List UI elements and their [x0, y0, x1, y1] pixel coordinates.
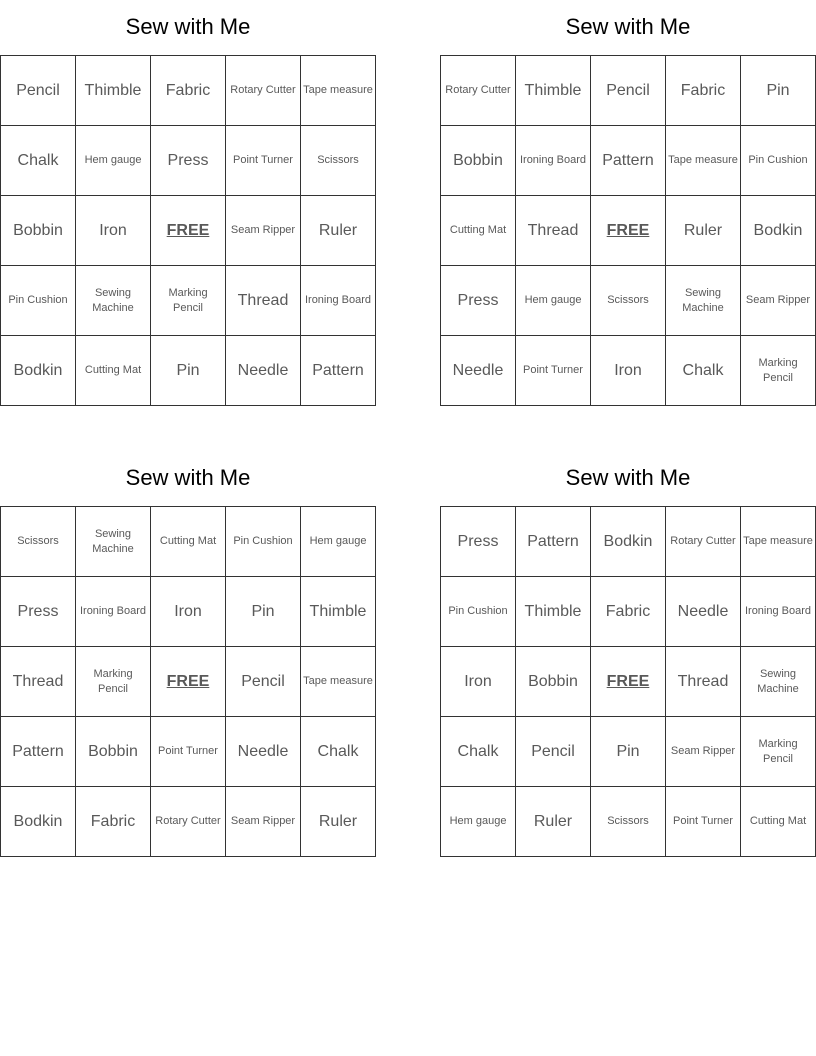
bingo-cell: Bobbin	[1, 196, 76, 266]
bingo-cell: Ironing Board	[301, 266, 376, 336]
bingo-cell: Fabric	[151, 56, 226, 126]
card-title: Sew with Me	[125, 14, 251, 39]
bingo-cell: Pin	[226, 577, 301, 647]
bingo-cell: Tape measure	[741, 507, 816, 577]
bingo-cell: Needle	[666, 577, 741, 647]
bingo-cell: Bobbin	[76, 717, 151, 787]
bingo-cell: Seam Ripper	[666, 717, 741, 787]
bingo-cell: Needle	[226, 336, 301, 406]
bingo-cell: Hem gauge	[516, 266, 591, 336]
bingo-cell: Pencil	[591, 56, 666, 126]
bingo-cell: Cutting Mat	[741, 787, 816, 857]
bingo-cell: Bodkin	[1, 787, 76, 857]
card-title: Sew with Me	[565, 14, 691, 39]
bingo-cell: Press	[441, 266, 516, 336]
bingo-cell: Thimble	[301, 577, 376, 647]
bingo-cell: Ruler	[301, 196, 376, 266]
bingo-cell: Bodkin	[591, 507, 666, 577]
bingo-cell: Pattern	[1, 717, 76, 787]
bingo-cell: Pin Cushion	[741, 126, 816, 196]
bingo-cell: Point Turner	[151, 717, 226, 787]
bingo-cell: Sewing Machine	[76, 266, 151, 336]
bingo-cell: Thread	[666, 647, 741, 717]
bingo-cell: Point Turner	[666, 787, 741, 857]
bingo-cell: Pattern	[591, 126, 666, 196]
bingo-cell: Cutting Mat	[441, 196, 516, 266]
bingo-cell: Point Turner	[516, 336, 591, 406]
bingo-cell: Thread	[516, 196, 591, 266]
bingo-cell: Ruler	[516, 787, 591, 857]
bingo-grid	[0, 506, 376, 857]
bingo-cell: Rotary Cutter	[441, 56, 516, 126]
bingo-cell: Tape measure	[666, 126, 741, 196]
bingo-cell: Bodkin	[1, 336, 76, 406]
bingo-cell: Iron	[591, 336, 666, 406]
card-title: Sew with Me	[125, 465, 251, 490]
bingo-cell: Pencil	[1, 56, 76, 126]
bingo-cell: Pattern	[516, 507, 591, 577]
bingo-cell: Sewing Machine	[666, 266, 741, 336]
bingo-cell: Marking Pencil	[741, 336, 816, 406]
bingo-cell: Bobbin	[516, 647, 591, 717]
bingo-cell: Pin	[151, 336, 226, 406]
bingo-cell: Chalk	[1, 126, 76, 196]
bingo-cell: Fabric	[76, 787, 151, 857]
bingo-cell: Press	[1, 577, 76, 647]
bingo-cell: Thimble	[76, 56, 151, 126]
bingo-cell: Ironing Board	[516, 126, 591, 196]
bingo-cell: Rotary Cutter	[666, 507, 741, 577]
bingo-cell: Scissors	[301, 126, 376, 196]
free-space-cell: FREE	[591, 647, 666, 717]
free-space-cell: FREE	[151, 647, 226, 717]
bingo-cell: Pin Cushion	[441, 577, 516, 647]
free-space-cell: FREE	[151, 196, 226, 266]
bingo-cell: Sewing Machine	[76, 507, 151, 577]
bingo-cell: Bobbin	[441, 126, 516, 196]
bingo-cell: Cutting Mat	[151, 507, 226, 577]
bingo-grid	[440, 506, 816, 857]
bingo-cell: Pattern	[301, 336, 376, 406]
bingo-cell: Sewing Machine	[741, 647, 816, 717]
bingo-cell: Tape measure	[301, 647, 376, 717]
bingo-cell: Pin	[741, 56, 816, 126]
bingo-cell: Thimble	[516, 577, 591, 647]
bingo-cell: Needle	[441, 336, 516, 406]
bingo-cell: Fabric	[666, 56, 741, 126]
bingo-cell: Tape measure	[301, 56, 376, 126]
bingo-cell: Ruler	[666, 196, 741, 266]
bingo-cell: Marking Pencil	[76, 647, 151, 717]
bingo-cell: Iron	[151, 577, 226, 647]
bingo-cell: Pin	[591, 717, 666, 787]
bingo-cell: Press	[441, 507, 516, 577]
card-title: Sew with Me	[565, 465, 691, 490]
bingo-cell: Pencil	[226, 647, 301, 717]
bingo-cell: Ruler	[301, 787, 376, 857]
bingo-cell: Hem gauge	[301, 507, 376, 577]
bingo-cell: Marking Pencil	[151, 266, 226, 336]
bingo-cell: Seam Ripper	[226, 196, 301, 266]
bingo-cell: Hem gauge	[76, 126, 151, 196]
bingo-cell: Pin Cushion	[226, 507, 301, 577]
bingo-cell: Scissors	[591, 266, 666, 336]
bingo-cell: Iron	[441, 647, 516, 717]
bingo-cell: Needle	[226, 717, 301, 787]
bingo-cell: Press	[151, 126, 226, 196]
bingo-cell: Scissors	[591, 787, 666, 857]
bingo-cell: Scissors	[1, 507, 76, 577]
bingo-cell: Ironing Board	[76, 577, 151, 647]
free-space-cell: FREE	[591, 196, 666, 266]
bingo-cell: Pin Cushion	[1, 266, 76, 336]
bingo-cell: Iron	[76, 196, 151, 266]
bingo-cell: Chalk	[666, 336, 741, 406]
bingo-cell: Chalk	[301, 717, 376, 787]
bingo-cell: Seam Ripper	[741, 266, 816, 336]
bingo-cell: Marking Pencil	[741, 717, 816, 787]
bingo-cell: Fabric	[591, 577, 666, 647]
bingo-cell: Thimble	[516, 56, 591, 126]
bingo-cell: Cutting Mat	[76, 336, 151, 406]
bingo-cell: Ironing Board	[741, 577, 816, 647]
bingo-grid	[0, 55, 376, 406]
bingo-cell: Thread	[1, 647, 76, 717]
bingo-cell: Rotary Cutter	[226, 56, 301, 126]
bingo-cell: Pencil	[516, 717, 591, 787]
bingo-cell: Bodkin	[741, 196, 816, 266]
bingo-cell: Point Turner	[226, 126, 301, 196]
bingo-cell: Thread	[226, 266, 301, 336]
bingo-cell: Chalk	[441, 717, 516, 787]
bingo-cell: Seam Ripper	[226, 787, 301, 857]
bingo-grid	[440, 55, 816, 406]
bingo-cell: Rotary Cutter	[151, 787, 226, 857]
bingo-cell: Hem gauge	[441, 787, 516, 857]
